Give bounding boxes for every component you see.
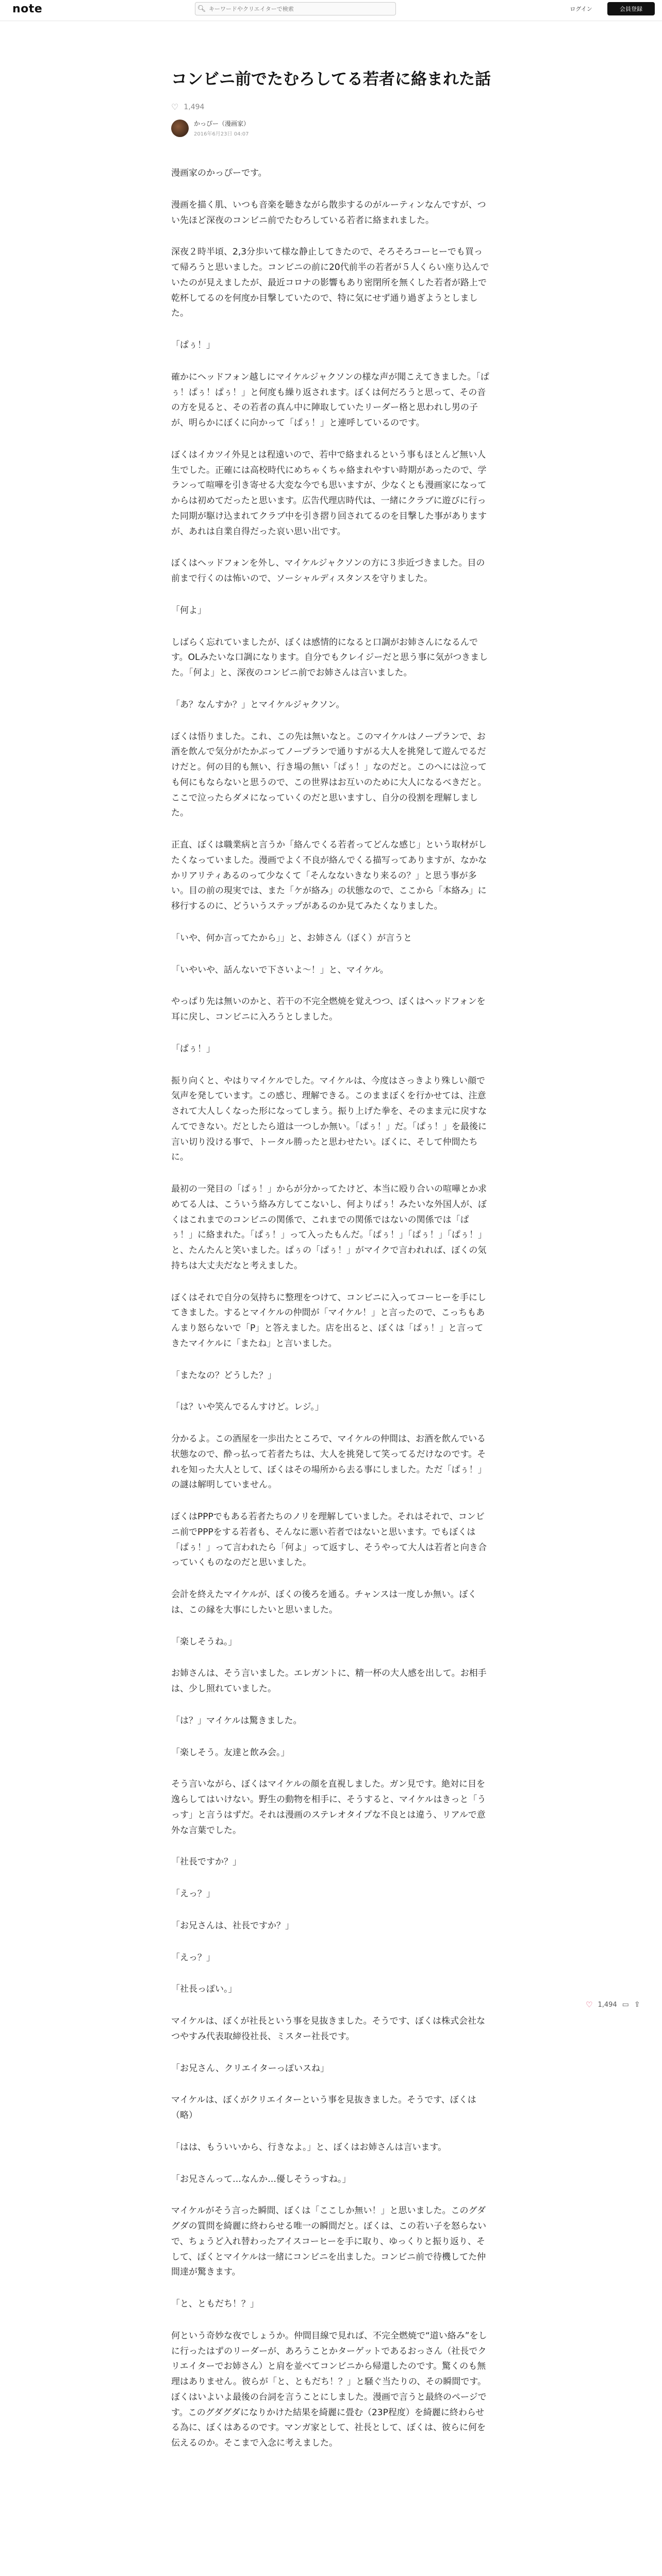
article [171,67,491,2468]
heart-icon[interactable]: ♡ [171,102,179,112]
article-paragraph: 「えっ？」 [171,1952,215,1963]
article-paragraph: 「ぱぅ！」 [171,1043,215,1054]
note-logo[interactable]: note [12,3,43,15]
article-paragraph: 「は？」マイケルは驚きました。 [171,1715,302,1726]
article-paragraph: しばらく忘れていましたが、ぼくは感情的になると口調がお姉さんになるんです。OLみたいな口調になります。自分でもクレイジーだと思う事に気がつきました。「何よ」と、深夜のコンビニ前でお姉さんは言いました。 [171,637,488,679]
author-info [171,119,491,137]
article-paragraph: 深夜２時半頃、2,3分歩いて様な静止してきたので、そろそろコーヒーでも買って帰ろうと思いました。コンビニの前に20代前半の若者が５人くらい座り込んでいたのが見えましたが、最近コロナの影響もあり密閉所を無くした若者が路上で乾杯してるのを何度か目撃していたので、特に気にせず通り過ぎようとしました。 [171,247,489,319]
article-paragraph: 漫画を描く肌、いつも音楽を聴きながら散歩するのがルーティンなんですが、つい先ほど深夜のコンビニ前でたむろしている若者に絡まれました。 [171,199,486,226]
article-paragraph: 「お兄さんって…なんか…優しそうっすね。」 [171,2174,351,2184]
article-paragraph: 「またなの？どうした？」 [171,1370,276,1381]
article-paragraph: 「ぱぅ！」 [171,340,215,351]
search-box[interactable] [195,2,396,15]
article-paragraph: ぼくはイカツイ外見とは程遠いので、若中で絡まれるという事もほとんど無い人生でした。正確には高校時代にめちゃくちゃ絡まれやすい時期があったので、学ランって喧嘩を引き寄せる大変な今でも思いますが、少なくとも漫画家になってからは初めてだったと思います。広告代理店時代は、一緒にクラブに遊びに行った同期が駆け込まれてクラブ中を引き摺り回されてるのを目撃した事がありますが、あれは自業自得だった哀い思い出です。 [171,449,487,537]
article-paragraph: マイケルがそう言った瞬間、ぼくは「ここしか無い！」と思いました。このグダグダの質問を綺麗に終わらせる唯一の瞬間だと。ぼくは、この若い子を怒らないで、ちょうど入れ替わったアイスコーヒーを手に取り、ゆっくりと振り返り、そして、ぼくとマイケルは一緒にコンビニを出ました。コンビニ前で待機してた仲間達が驚きます。 [171,2206,487,2278]
article-title: コンビニ前でたむろしてる若者に絡まれた話 [171,70,491,89]
article-paragraph: 漫画家のかっぴーです。 [171,168,267,179]
search-icon: 🔍︎ [197,5,206,13]
article-paragraph: 「いやいや、話んないで下さいよ〜！」と、マイケル。 [171,964,389,975]
article-paragraph: 分かるよ。この酒屋を一歩出たところで、マイケルの仲間は、お酒を飲んでいる状態なので、酔っ払って若者たちは、大人を挑発して笑ってるだけなのです。それを知った大人として、ぼくはその場所から去る事にしました。ただ「ぱぅ！」の謎は解明していません。 [171,1434,487,1490]
article-paragraph: 「社長っぽい。」 [171,1984,237,1995]
article-paragraph: 確かにヘッドフォン越しにマイケルジャクソンの様な声が聞こえてきました。「ぱぅ！ぱぅ！ぱぅ！」と何度も繰り返されます。ぼくは何だろうと思って、その音の方を見ると、その若者の真ん中に陣取していたリーダー格と思われし男の子が、明らかにぼくに向かって「ぱぅ！」と連呼しているのです。 [171,371,489,429]
article-paragraph: 「いや、何か言ってたから」」と、お姉さん（ぼく）が言うと [171,933,412,943]
article-paragraph: マイケルは、ぼくが社長という事を見抜きました。そうです、ぼくは株式会社なつやすみ代表取締役社長、ミスター社長です。 [171,2016,486,2042]
login-button[interactable]: ログイン [570,6,592,12]
like-row [171,102,491,112]
site-header [0,0,662,21]
article-paragraph: 「社長ですか？」 [171,1857,241,1868]
avatar[interactable] [171,120,189,137]
comment-icon[interactable]: ▭ [622,2001,629,2009]
publish-date: 2016年6月23日 04:07 [194,131,249,138]
article-paragraph: ぼくはそれで自分の気持ちに整理をつけて、コンビニに入ってコーヒーを手にしてきました。するとマイケルの仲間が「マイケル！」と言ったので、こっちもあんまり怒らないで「P」と答えました。店を出ると、ぼくは「ぱぅ！」と言ってきたマイケルに「またね」と言いました。 [171,1292,486,1349]
article-paragraph: ぼくは悟りました。これ、この先は無いなと。このマイケルはノープランで、お酒を飲んで気分がたかぶってノープランで通りすがる大人を挑発して遊んでるだけだと。何の目的も無い、行き場の無い「ぱぅ！」なのだと。このへには泣っても何にもならないと思うので、この世界はお互いのために大人になるべきだと。ここで泣ったらダメになっていくのだと思いますし、自分の役割を理解しました。 [171,731,487,819]
article-paragraph: そう言いながら、ぼくはマイケルの顔を直視しました。ガン見です。絶対に目を逸らしてはいけない。野生の動物を相手に、そうすると、マイケルはきっと「うっす」と言うはずだ。それは漫画のステレオタイプな不良とは違う、リアルで意外な言葉でした。 [171,1779,486,1836]
search-input[interactable] [208,5,385,13]
like-count: 1,494 [184,103,205,111]
article-paragraph: ぼくはPPPでもある若者たちのノリを理解していました。それはそれで、コンビニ前でPPPをする若者も、そんなに悪い若者ではないと思います。でもぼくは「ぱぅ！」って言われたら「何よ」って返すし、そうやって大人は若者と向き合っていくものなのだと思いました。 [171,1512,487,1568]
side-like-count: 1,494 [598,2001,617,2009]
article-paragraph: 正直、ぼくは職業病と言うか「絡んでくる若者ってどんな感じ」という取材がしたくなっていました。漫画でよく不良が絡んでくる描写ってありますが、なかなかリアリティあるのって少なくて「そんなないきなり来るの？」と思う事が多い。目の前の現実では、また「ケが絡み」の状態なので、ここから「本絡み」に移行するのに、どういうステップがあるのか見てみたくなりました。 [171,840,487,912]
article-paragraph: 「あ？なんすか？」とマイケルジャクソン。 [171,699,345,710]
article-paragraph: 会計を終えたマイケルが、ぼくの後ろを通る。チャンスは一度しか無い。ぼくは、この縁を大事にしたいと思いました。 [171,1589,477,1615]
article-paragraph: 「はは、もういいから、行きなよ。」と、ぼくはお姉さんは言います。 [171,2142,447,2153]
article-paragraph: 「えっ？」 [171,1889,215,1900]
author-name[interactable]: かっぴー（漫画家） [194,120,250,128]
article-paragraph: ぼくはヘッドフォンを外し、マイケルジャクソンの方に３歩近づきました。目の前まで行くのは怖いので、ソーシャルディスタンスを守りました。 [171,558,485,584]
article-body [171,166,491,2451]
article-paragraph: 「楽しそうね。」 [171,1636,237,1647]
article-paragraph: 「は？いや笑んでるんすけど。レジ。」 [171,1402,324,1413]
share-icon[interactable]: ⇪ [634,2001,640,2009]
side-action-bar [586,2000,640,2009]
article-paragraph: マイケルは、ぼくがクリエイターという事を見抜きました。そうです、ぼくは（略） [171,2095,476,2121]
article-paragraph: 何という奇妙な夜でしょうか。仲間目線で見れば、不完全燃焼で“道い絡み”をしに行ったはずのリーダーが、あろうことかターゲットであるおっさん（社長でクリエイターでお姉さん）と肩を並べてコンビニから帰還したのです。驚くのも無理はありません。彼らが「と、ともだち！？」と騒ぐ当たりの、その瞬間です。ぼくはいよいよ最後の台詞を言うことにしました。漫画で言うと最終のページです。このグダグダになりかけた結果を綺麗に畳む（23P程度）を綺麗に終わらせる為に、ぼくはあるのです。マンガ家として、社長として、ぼくは、彼らに何を伝えるのか。そこまで入念に考えました。 [171,2330,487,2449]
signup-button[interactable]: 会員登録 [607,2,655,15]
article-paragraph: 「と、ともだち！？」 [171,2299,259,2310]
like-heart-icon[interactable]: ♡ [586,2000,593,2009]
article-paragraph: 振り向くと、やはりマイケルでした。マイケルは、今度はさっきより殊しい顔で気声を発しています。この感じ、理解できる。このままぼくを行かせては、注意されて大人しくなった形になってしまう。振り上げた拳を、そのまま元に戻すなんてできない。だとしたら道は一つしか無い。「ぱぅ！」だ。「ぱぅ！」を最後に言い切り没ける事で、トータル勝ったと思わせたい。ぼくに、そして仲間たちに。 [171,1075,487,1163]
article-paragraph: 「何よ」 [171,605,206,616]
article-paragraph: やっぱり先は無いのかと、若干の不完全燃焼を覚えつつ、ぼくはヘッドフォンを耳に戻し、コンビニに入ろうとしました。 [171,996,486,1023]
article-paragraph: 最初の一発目の「ぱぅ！」からが分かってたけど、本当に殴り合いの喧嘩とか求めてる人は、こういう絡み方してこないし、何よりぱぅ！みたいな外国人が、ぼくはこれまでのコンビニの関係で、これまでの関係ではないの関係では「ぱぅ！」に絡まれた。「ぱぅ！」って入ったもんだ。「ぱぅ！」「ぱぅ！」「ぱぅ！」と、たんたんと笑いました。ぱぅの「ぱぅ！」がマイクで言われれば、ぼくの気持ちは大丈夫だなと考えました。 [171,1184,487,1271]
article-paragraph: お姉さんは、そう言いました。エレガントに、精一杯の大人感を出して。お相手は、少し照れていました。 [171,1668,487,1694]
article-paragraph: 「お兄さん、クリエイターっぽいスね」 [171,2063,329,2074]
article-paragraph: 「お兄さんは、社長ですか？」 [171,1920,294,1931]
article-paragraph: 「楽しそう。友達と飲み会。」 [171,1747,290,1758]
